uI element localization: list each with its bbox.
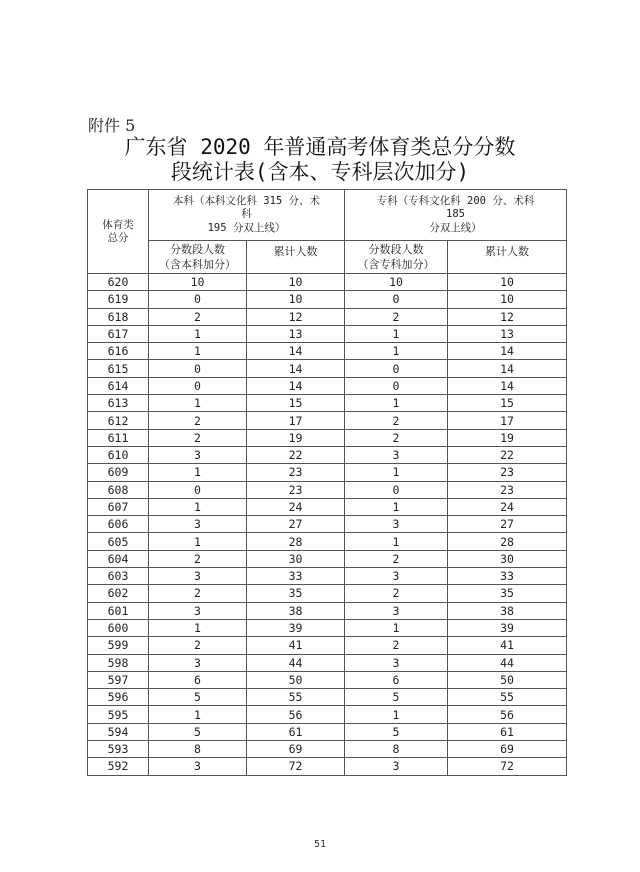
benke-cumulative-cell: 72 [247, 758, 345, 775]
table-row [88, 741, 567, 758]
header-score: 体育类总分 [88, 190, 149, 274]
score-cell: 605 [88, 533, 149, 550]
zhuanke-cumulative-cell: 69 [448, 741, 567, 758]
header-zhuanke-segment: 分数段人数 （含专科加分） [345, 241, 448, 274]
zhuanke-segment-cell: 2 [345, 412, 448, 429]
benke-cumulative-cell: 38 [247, 602, 345, 619]
score-cell: 600 [88, 619, 149, 636]
benke-segment-cell: 3 [149, 568, 247, 585]
table-row [88, 637, 567, 654]
benke-cumulative-cell: 22 [247, 446, 345, 463]
benke-cumulative-cell: 24 [247, 498, 345, 515]
zhuanke-cumulative-cell: 56 [448, 706, 567, 723]
score-cell: 613 [88, 395, 149, 412]
table-row [88, 602, 567, 619]
table-row [88, 533, 567, 550]
zhuanke-segment-cell: 3 [345, 602, 448, 619]
score-cell: 599 [88, 637, 149, 654]
table-row [88, 343, 567, 360]
table-row [88, 585, 567, 602]
benke-segment-cell: 0 [149, 481, 247, 498]
score-distribution-table [87, 189, 567, 776]
zhuanke-cumulative-cell: 10 [448, 274, 567, 291]
benke-segment-cell: 1 [149, 706, 247, 723]
score-cell: 610 [88, 446, 149, 463]
benke-segment-cell: 1 [149, 533, 247, 550]
zhuanke-segment-cell: 2 [345, 308, 448, 325]
benke-cumulative-cell: 15 [247, 395, 345, 412]
zhuanke-segment-cell: 0 [345, 377, 448, 394]
score-cell: 611 [88, 429, 149, 446]
benke-cumulative-cell: 10 [247, 274, 345, 291]
score-cell: 619 [88, 291, 149, 308]
table-row [88, 325, 567, 342]
zhuanke-cumulative-cell: 38 [448, 602, 567, 619]
zhuanke-cumulative-cell: 72 [448, 758, 567, 775]
zhuanke-cumulative-cell: 39 [448, 619, 567, 636]
zhuanke-cumulative-cell: 61 [448, 723, 567, 740]
benke-cumulative-cell: 55 [247, 689, 345, 706]
benke-cumulative-cell: 44 [247, 654, 345, 671]
score-cell: 608 [88, 481, 149, 498]
zhuanke-segment-cell: 2 [345, 550, 448, 567]
zhuanke-segment-cell: 1 [345, 464, 448, 481]
score-cell: 601 [88, 602, 149, 619]
zhuanke-cumulative-cell: 13 [448, 325, 567, 342]
benke-segment-cell: 3 [149, 446, 247, 463]
benke-cumulative-cell: 13 [247, 325, 345, 342]
score-cell: 597 [88, 671, 149, 688]
zhuanke-segment-cell: 0 [345, 291, 448, 308]
score-cell: 614 [88, 377, 149, 394]
zhuanke-cumulative-cell: 14 [448, 377, 567, 394]
table-row [88, 464, 567, 481]
benke-cumulative-cell: 35 [247, 585, 345, 602]
header-benke-cumulative: 累计人数 [247, 241, 345, 274]
attachment-label: 附件 5 [88, 116, 136, 135]
score-cell: 594 [88, 723, 149, 740]
benke-cumulative-cell: 61 [247, 723, 345, 740]
benke-segment-cell: 1 [149, 325, 247, 342]
benke-cumulative-cell: 23 [247, 481, 345, 498]
benke-cumulative-cell: 10 [247, 291, 345, 308]
benke-cumulative-cell: 69 [247, 741, 345, 758]
zhuanke-segment-cell: 5 [345, 689, 448, 706]
zhuanke-segment-cell: 1 [345, 706, 448, 723]
zhuanke-segment-cell: 3 [345, 516, 448, 533]
zhuanke-segment-cell: 1 [345, 395, 448, 412]
table-row [88, 429, 567, 446]
benke-segment-cell: 3 [149, 654, 247, 671]
zhuanke-cumulative-cell: 23 [448, 464, 567, 481]
score-cell: 618 [88, 308, 149, 325]
zhuanke-cumulative-cell: 44 [448, 654, 567, 671]
benke-segment-cell: 5 [149, 689, 247, 706]
score-cell: 592 [88, 758, 149, 775]
page-title-line1: 广东省 2020 年普通高考体育类总分分数 [124, 135, 516, 159]
table-row [88, 274, 567, 291]
score-cell: 617 [88, 325, 149, 342]
benke-cumulative-cell: 56 [247, 706, 345, 723]
zhuanke-segment-cell: 5 [345, 723, 448, 740]
benke-segment-cell: 2 [149, 429, 247, 446]
zhuanke-segment-cell: 1 [345, 533, 448, 550]
benke-segment-cell: 3 [149, 758, 247, 775]
header-benke-segment: 分数段人数 （含本科加分） [149, 241, 247, 274]
zhuanke-cumulative-cell: 23 [448, 481, 567, 498]
benke-segment-cell: 1 [149, 464, 247, 481]
benke-cumulative-cell: 50 [247, 671, 345, 688]
zhuanke-segment-cell: 1 [345, 325, 448, 342]
benke-segment-cell: 8 [149, 741, 247, 758]
zhuanke-segment-cell: 6 [345, 671, 448, 688]
zhuanke-cumulative-cell: 55 [448, 689, 567, 706]
score-cell: 593 [88, 741, 149, 758]
benke-segment-cell: 6 [149, 671, 247, 688]
zhuanke-cumulative-cell: 15 [448, 395, 567, 412]
table-row [88, 498, 567, 515]
table-row [88, 619, 567, 636]
zhuanke-cumulative-cell: 14 [448, 343, 567, 360]
zhuanke-cumulative-cell: 14 [448, 360, 567, 377]
header-zhuanke-cumulative: 累计人数 [448, 241, 567, 274]
score-cell: 602 [88, 585, 149, 602]
score-cell: 616 [88, 343, 149, 360]
benke-segment-cell: 0 [149, 360, 247, 377]
zhuanke-cumulative-cell: 17 [448, 412, 567, 429]
score-cell: 615 [88, 360, 149, 377]
zhuanke-segment-cell: 3 [345, 758, 448, 775]
benke-cumulative-cell: 41 [247, 637, 345, 654]
zhuanke-cumulative-cell: 33 [448, 568, 567, 585]
zhuanke-segment-cell: 1 [345, 619, 448, 636]
page-number: 51 [313, 839, 327, 850]
table-row [88, 723, 567, 740]
benke-cumulative-cell: 30 [247, 550, 345, 567]
benke-segment-cell: 2 [149, 637, 247, 654]
score-cell: 604 [88, 550, 149, 567]
header-benke-group: 本科（本科文化科 315 分、术 科 195 分双上线） [149, 190, 345, 241]
table-row [88, 550, 567, 567]
zhuanke-segment-cell: 1 [345, 343, 448, 360]
zhuanke-cumulative-cell: 19 [448, 429, 567, 446]
page-title-line2: 段统计表(含本、专科层次加分) [170, 160, 470, 184]
zhuanke-segment-cell: 10 [345, 274, 448, 291]
benke-cumulative-cell: 27 [247, 516, 345, 533]
benke-segment-cell: 2 [149, 585, 247, 602]
zhuanke-cumulative-cell: 50 [448, 671, 567, 688]
zhuanke-segment-cell: 0 [345, 360, 448, 377]
table-row [88, 291, 567, 308]
zhuanke-segment-cell: 2 [345, 637, 448, 654]
score-cell: 612 [88, 412, 149, 429]
zhuanke-segment-cell: 2 [345, 585, 448, 602]
benke-segment-cell: 2 [149, 412, 247, 429]
zhuanke-cumulative-cell: 30 [448, 550, 567, 567]
table-row [88, 689, 567, 706]
benke-segment-cell: 0 [149, 291, 247, 308]
table-row [88, 308, 567, 325]
zhuanke-cumulative-cell: 28 [448, 533, 567, 550]
benke-segment-cell: 1 [149, 498, 247, 515]
table-row [88, 360, 567, 377]
benke-cumulative-cell: 12 [247, 308, 345, 325]
benke-segment-cell: 0 [149, 377, 247, 394]
benke-cumulative-cell: 28 [247, 533, 345, 550]
zhuanke-cumulative-cell: 27 [448, 516, 567, 533]
benke-segment-cell: 2 [149, 550, 247, 567]
benke-cumulative-cell: 14 [247, 360, 345, 377]
benke-cumulative-cell: 19 [247, 429, 345, 446]
table-row [88, 446, 567, 463]
zhuanke-segment-cell: 8 [345, 741, 448, 758]
score-cell: 609 [88, 464, 149, 481]
benke-segment-cell: 2 [149, 308, 247, 325]
table-row [88, 758, 567, 775]
zhuanke-cumulative-cell: 12 [448, 308, 567, 325]
zhuanke-cumulative-cell: 41 [448, 637, 567, 654]
zhuanke-segment-cell: 0 [345, 481, 448, 498]
table-row [88, 706, 567, 723]
benke-cumulative-cell: 33 [247, 568, 345, 585]
benke-segment-cell: 10 [149, 274, 247, 291]
benke-segment-cell: 3 [149, 516, 247, 533]
score-cell: 603 [88, 568, 149, 585]
header-zhuanke-group: 专科（专科文化科 200 分、术科 185 分双上线） [345, 190, 567, 241]
score-cell: 598 [88, 654, 149, 671]
benke-cumulative-cell: 39 [247, 619, 345, 636]
zhuanke-cumulative-cell: 10 [448, 291, 567, 308]
score-cell: 606 [88, 516, 149, 533]
score-cell: 607 [88, 498, 149, 515]
zhuanke-segment-cell: 1 [345, 498, 448, 515]
score-cell: 620 [88, 274, 149, 291]
table-row [88, 412, 567, 429]
benke-segment-cell: 1 [149, 395, 247, 412]
zhuanke-segment-cell: 3 [345, 446, 448, 463]
benke-cumulative-cell: 14 [247, 377, 345, 394]
zhuanke-segment-cell: 3 [345, 568, 448, 585]
zhuanke-segment-cell: 3 [345, 654, 448, 671]
benke-cumulative-cell: 17 [247, 412, 345, 429]
score-cell: 595 [88, 706, 149, 723]
zhuanke-cumulative-cell: 35 [448, 585, 567, 602]
benke-cumulative-cell: 14 [247, 343, 345, 360]
table-row [88, 654, 567, 671]
table-row [88, 671, 567, 688]
zhuanke-cumulative-cell: 24 [448, 498, 567, 515]
zhuanke-cumulative-cell: 22 [448, 446, 567, 463]
zhuanke-segment-cell: 2 [345, 429, 448, 446]
score-cell: 596 [88, 689, 149, 706]
table-row [88, 516, 567, 533]
benke-segment-cell: 1 [149, 619, 247, 636]
benke-cumulative-cell: 23 [247, 464, 345, 481]
table-row [88, 568, 567, 585]
benke-segment-cell: 3 [149, 602, 247, 619]
benke-segment-cell: 1 [149, 343, 247, 360]
benke-segment-cell: 5 [149, 723, 247, 740]
table-row [88, 481, 567, 498]
table-row [88, 377, 567, 394]
table-row [88, 395, 567, 412]
